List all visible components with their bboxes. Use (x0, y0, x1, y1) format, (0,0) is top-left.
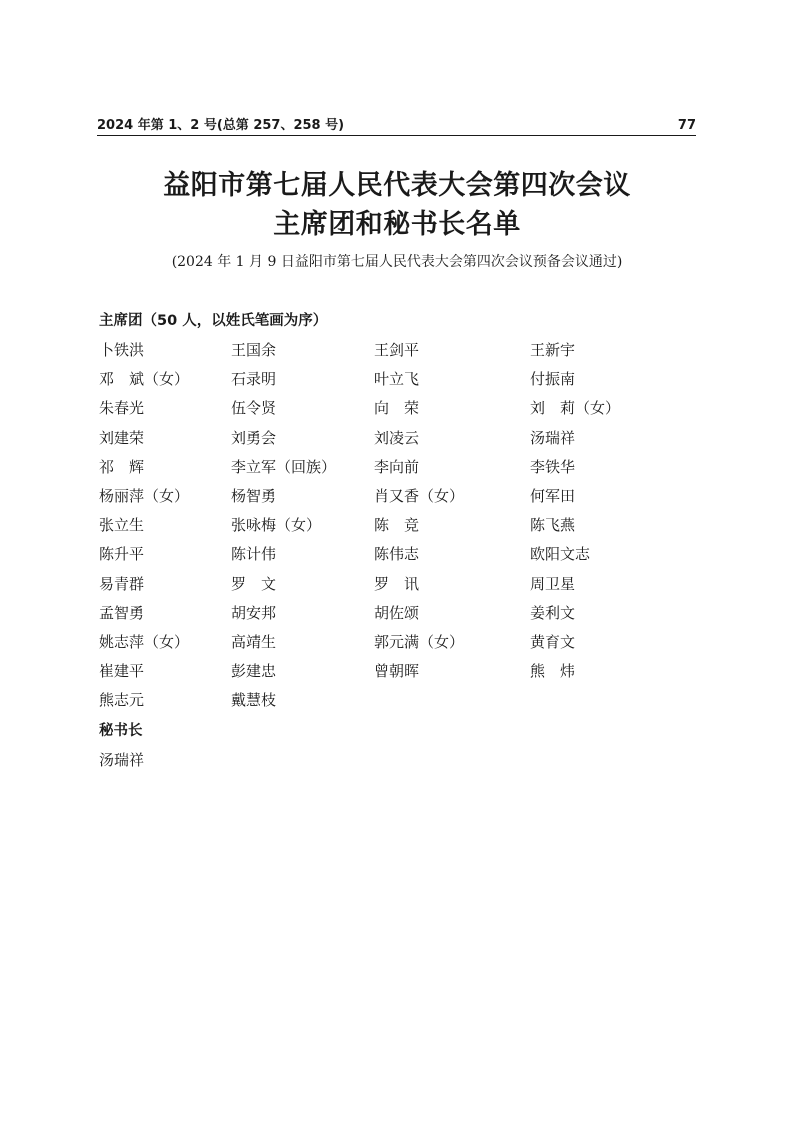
member-name: 杨智勇 (231, 486, 277, 505)
roster-row (99, 632, 689, 661)
roster-row (99, 574, 689, 603)
member-name: 胡佐颂 (374, 603, 420, 622)
roster-row (99, 690, 689, 719)
document-title-line-1: 益阳市第七届人民代表大会第四次会议 (163, 170, 631, 201)
member-name: 刘建荣 (99, 428, 145, 447)
member-name: 王剑平 (374, 341, 420, 359)
member-name: 崔建平 (99, 662, 145, 681)
roster-row (99, 603, 689, 632)
member-name: 肖又香（女） (374, 486, 465, 505)
member-name: 陈飞燕 (530, 516, 576, 535)
member-name: 向 荣 (374, 399, 420, 418)
member-name: 汤瑞祥 (530, 428, 576, 447)
member-name: 易青群 (99, 574, 145, 593)
roster-row (99, 661, 689, 690)
member-name: 熊 炜 (530, 662, 576, 681)
member-name: 郭元满（女） (374, 632, 465, 651)
page-header (97, 116, 696, 136)
member-name: 何军田 (530, 486, 576, 505)
roster-row (99, 369, 689, 398)
member-name: 卜铁洪 (99, 341, 145, 359)
member-name: 石录明 (231, 370, 277, 389)
member-name: 高靖生 (231, 632, 277, 651)
member-name: 付振南 (530, 370, 576, 389)
roster-row (99, 544, 689, 573)
member-name: 伍令贤 (231, 399, 277, 418)
roster-row (99, 340, 689, 369)
document-subtitle: (2024 年 1 月 9 日益阳市第七届人民代表大会第四次会议预备会议通过) (171, 254, 623, 270)
issue-label: 2024 年第 1、2 号(总第 257、258 号) (97, 118, 345, 133)
member-name: 罗 文 (231, 574, 277, 593)
member-name: 曾朝晖 (374, 662, 420, 681)
page-number: 77 (677, 118, 696, 133)
presidium-roster (99, 340, 689, 719)
member-name: 张立生 (99, 516, 145, 535)
member-name: 李铁华 (530, 457, 576, 476)
secretary-general-heading: 秘书长 (99, 723, 143, 739)
roster-row (99, 457, 689, 486)
member-name: 祁 辉 (99, 457, 145, 476)
member-name: 李向前 (374, 457, 420, 476)
member-name: 王国余 (231, 341, 277, 359)
member-name: 罗 讯 (374, 574, 420, 593)
member-name: 姜利文 (530, 603, 576, 622)
member-name: 陈升平 (99, 545, 145, 564)
roster-row (99, 515, 689, 544)
member-name: 欧阳文志 (530, 545, 591, 564)
member-name: 李立军（回族） (231, 457, 337, 476)
document-title-line-2: 主席团和秘书长名单 (273, 209, 521, 240)
roster-row (99, 428, 689, 457)
member-name: 邓 斌（女） (99, 370, 190, 389)
member-name: 黄育文 (530, 632, 576, 651)
secretary-general-name: 汤瑞祥 (99, 751, 145, 769)
member-name: 彭建忠 (231, 662, 277, 681)
member-name: 刘凌云 (374, 428, 420, 447)
member-name: 陈伟志 (374, 545, 420, 564)
member-name: 朱春光 (99, 399, 145, 418)
member-name: 叶立飞 (374, 370, 420, 389)
presidium-heading: 主席团（50 人，以姓氏笔画为序） (99, 313, 328, 329)
member-name: 姚志萍（女） (99, 632, 190, 651)
member-name: 杨丽萍（女） (99, 486, 190, 505)
member-name: 胡安邦 (231, 603, 277, 622)
member-name: 陈 竞 (374, 516, 420, 535)
roster-row (99, 486, 689, 515)
member-name: 张咏梅（女） (231, 516, 322, 535)
member-name: 戴慧枝 (231, 691, 277, 710)
member-name: 刘 莉（女） (530, 399, 621, 418)
member-name: 王新宇 (530, 341, 576, 359)
member-name: 孟智勇 (99, 603, 145, 622)
header-divider (97, 135, 696, 136)
member-name: 陈计伟 (231, 545, 277, 564)
roster-row (99, 398, 689, 427)
member-name: 周卫星 (530, 574, 576, 593)
member-name: 熊志元 (99, 691, 145, 710)
member-name: 刘勇会 (231, 428, 277, 447)
